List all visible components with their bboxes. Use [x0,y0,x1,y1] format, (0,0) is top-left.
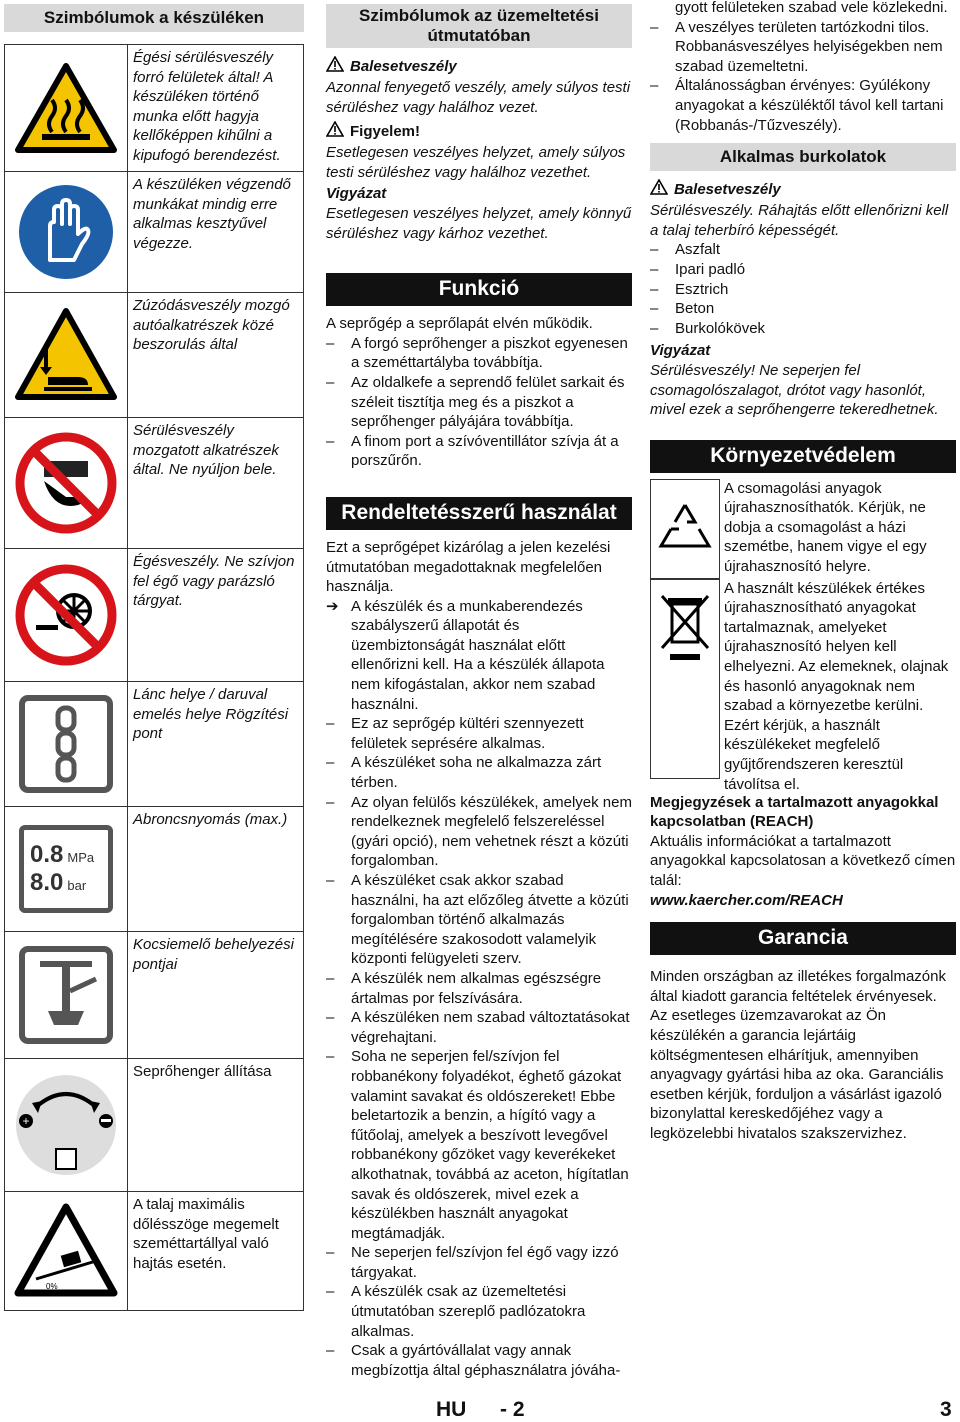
list-item: – Az oldalkefe a seprendő felület sarkait és széleit tisztítja meg és a piszkot a seprőhenger pályájára továbbítja. [326,373,625,431]
symbol-row [5,1058,303,1191]
symbol-text: Lánc helye / daruval emelés helye Rögzítési pont [133,686,289,743]
warning-triangle-icon [326,56,344,78]
recycle-icon [650,479,720,579]
roller-adjust-icon [5,1059,128,1191]
warning-triangle-icon [326,121,344,143]
symbol-row [5,171,303,292]
environment-row [650,579,956,793]
list-item: – A készülék csak az üzemeltetési útmutatóban szereplő padlózatokra alkalmas. [326,1283,586,1340]
slope-warning-icon [5,1192,128,1310]
list-item: – Ne seperjen fel/szívjon fel égő vagy izzó tárgyakat. [326,1244,619,1281]
symbol-row [5,1191,303,1310]
caution-text: Esetlegesen veszélyes helyzet, amely könnyű sérüléshez vagy kárhoz vezethet. [326,204,632,242]
list-item: – A veszélyes területen tartózkodni tilos. Robbanásveszélyes helyiségekben nem szabad üzemeltetni. [650,18,943,75]
right-column [650,0,956,1144]
list-item: – Ez az seprőgép kültéri szennyezett felületek seprésére alkalmas. [326,715,584,752]
list-item: – Burkolókövek [650,319,766,337]
environment-text: A használt készülékek értékes újrahasznosítható anyagokat tartalmaznak, amelyeket újrahasznosító helyen kell elhelyezni. Az elemeknek, olajnak és hasonló anyagoknak nem szabad a környezetbe kerülni. Ezért kérjük, a használt készülékeket megfelelő gyűjtőrendszeren keresztül távolítsa el. [724,579,949,793]
continued-text: gyott felületeken szabad vele közlekedni. [675,0,948,16]
intended-use-intro: Ezt a seprőgépet kizárólag a jelen kezelési útmutatóban megadottaknak megfelelően használja. [326,538,611,596]
symbol-row [5,292,303,417]
environment-heading: Környezetvédelem [650,440,956,473]
floor-warning-title: Balesetveszély [650,179,956,201]
symbol-text: Sérülésveszély mozgatott alkatrészek által. Ne nyúljon bele. [133,422,279,479]
environment-text: A csomagolási anyagok újrahasznosíthatók. Kérjük, ne dobja a csomagolást a házi szemétbe, hanem vigye el egy újrahasznosító helyre. [724,479,927,576]
symbol-row [5,548,303,681]
floor-warning-text: Sérülésveszély. Ráhajtás előtt ellenőrizni kell a talaj teherbíró képességét. [650,202,949,239]
warning-triangle-icon [650,179,668,201]
list-item: – Soha ne seperjen fel/szívjon fel robbanékony folyadékot, éghető gázokat valamint savakat és oldószereket! Ebbe beletartozik a benzin, a hígító vagy a fűtőolaj, amelyek a beszívott levegővel robbanékony gőzöket vagy keverékeket alkothatnak, továbbá az aceton, hígítatlan savak és oldószerek, mivel ezek a készülékben használt anyagokat megtámadják. [326,1048,629,1242]
attention-text: Esetlegesen veszélyes helyzet, amely súlyos testi sérüléshez vagy halálhoz vezethet. [326,144,626,181]
symbol-text: A készüléken végzendő munkákat mindig erre alkalmas kesztyűvel végezze. [133,176,291,252]
pressure-mpa-value: 0.8 [30,841,64,868]
floor-caution-text: Sérülésveszély! Ne seperjen fel csomagolószalagot, drótot vagy hasonlót, mivel ezek a seprőhengerre tekeredhetnek. [650,361,939,419]
symbol-row [5,806,303,931]
reach-title: Megjegyzések a tartalmazott anyagokkal kapcsolatban (REACH) [650,793,939,831]
symbol-text: Zúzódásveszély mozgó autóalkatrészek közé beszorulás által [133,297,290,354]
symbol-row [5,417,303,548]
symbol-text: Égési sérülésveszély forró felületek által! A készüléken történő munka előtt hagyja kellőképpen kihűlni a kipufogó berendezést. [133,49,281,164]
warranty-heading: Garancia [650,922,956,955]
symbol-text: Kocsiemelő behelyezési pontjai [133,936,294,973]
pressure-mpa-unit: MPa [67,850,95,865]
crossed-bin-icon [650,579,720,779]
symbol-text: A talaj maximális dőlésszöge megemelt szeméttartállyal való hajtás esetén. [133,1196,279,1272]
warning-title: Balesetveszély [326,56,632,78]
arrow-item: ➔ A készülék és a munkaberendezés szabályszerű állapotát és üzembiztonságát használat előtt ellenőrizni kell. Ha a készülék állapota nem kifogástalan, akkor nem szabad használni. [326,597,605,713]
environment-row [650,479,956,579]
list-item: – Csak a gyártóvállalat vagy annak megbízottja által géphasználatra jóváha- [326,1342,621,1379]
manual-symbols-heading: Szimbólumok az üzemeltetési útmutatóban [326,4,632,48]
symbol-text: Seprőhenger állítása [133,1063,272,1080]
symbol-text: Abroncsnyomás (max.) [133,811,288,828]
crush-hazard-icon [5,293,128,417]
jack-point-icon [5,932,128,1058]
footer-language: HU [436,1398,467,1421]
warning-text: Azonnal fenyegető veszély, amely súlyos testi sérüléshez vagy halálhoz vezet. [326,79,631,116]
no-reach-icon [5,418,128,548]
svg-text:+: + [22,1114,30,1128]
symbol-text: Égésveszély. Ne szívjon fel égő vagy parázsló tárgyat. [133,553,295,610]
list-item: – Ipari padló [650,260,746,278]
reach-url[interactable]: www.kaercher.com/REACH [650,891,843,909]
no-smoking-fan-icon [5,549,128,681]
list-item: – Általánosságban érvényes: Gyúlékony anyagokat a készüléktől távol kell tartani (Robbanás-/Tűzveszély). [650,77,944,134]
pressure-bar-value: 8.0 [30,869,64,896]
pressure-bar-unit: bar [67,878,87,893]
floor-heading: Alkalmas burkolatok [650,143,956,171]
manual-column [326,0,632,1380]
warranty-text: Minden országban az illetékes forgalmazónk által kiadott garancia feltételek érvényesek. Az esetleges üzemzavarokat az Ön készülékén a garancia lejártáig költségmentesen elhárítjuk, amennyiben anyagvagy gyártási hiba az oka. Garanciális esetben kérjük, forduljon a vásárlást igazoló bizonylattal kereskedőjéhez vagy a legközelebbi hivatalos szakszervizhez. [650,968,946,1142]
list-item: – Az olyan felülős készülékek, amelyek nem rendelkeznek megfelelő felszereléssel (gyári opció), nem vehetnek részt a közúti forgalomban. [326,793,632,870]
symbol-row [5,681,303,806]
attention-title: Figyelem! [326,121,632,143]
function-intro: A seprőgép a seprőlapát elvén működik. [326,315,593,333]
reach-text: Aktuális információkat a tartalmazott anyagokkal kapcsolatosan a következő címen talál: [650,832,956,890]
symbols-heading: Szimbólumok a készüléken [4,4,304,32]
symbol-row [5,931,303,1058]
caution-title: Vigyázat [326,185,387,203]
list-item: – A készülék nem alkalmas egészségre ártalmas por felszívására. [326,969,602,1007]
list-item: – A finom port a szívóventillátor szívja át a porszűrőn. [326,432,619,470]
list-item: – A készüléken nem szabad változtatásokat végrehajtani. [326,1009,630,1046]
floor-caution-title: Vigyázat [650,342,711,360]
list-item: – Beton [650,300,715,318]
symbols-column [4,0,304,1311]
environment-table [650,479,956,793]
symbol-table [4,44,304,1311]
symbol-row [5,45,303,171]
footer-page: - 2 [500,1398,525,1421]
function-heading: Funkció [326,273,632,306]
list-item: – Esztrich [650,280,729,298]
footer-page-number: 3 [940,1398,952,1421]
list-item: – A forgó seprőhenger a piszkot egyenesen a szeméttartályba továbbítja. [326,334,628,372]
chain-icon [5,682,128,806]
tire-pressure-icon [5,807,128,931]
intended-use-heading: Rendeltetésszerű használat [326,497,632,530]
list-item: – A készüléket soha ne alkalmazza zárt térben. [326,754,602,792]
hot-surface-icon [5,45,128,171]
list-item: – Aszfalt [650,241,721,259]
list-item: – A készüléket csak akkor szabad használni, ha azt előzőleg átvette a közúti forgalomban történő alkalmazás megítélésére szakosodott valamelyik központi felügyeleti szerv. [326,872,629,968]
slope-label: 0% [46,1282,58,1291]
gloves-icon [5,172,128,292]
